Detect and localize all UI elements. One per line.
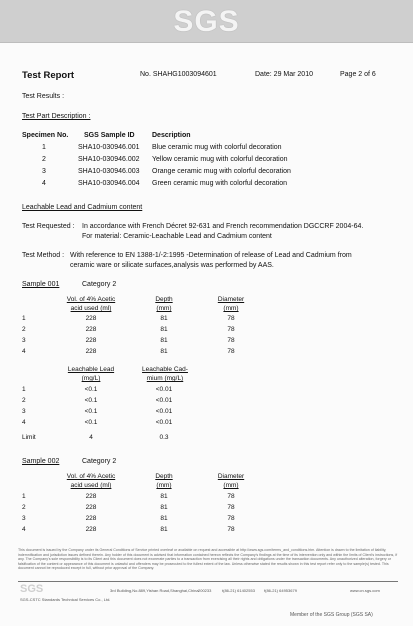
- dims-row-1-depth: 81: [160, 493, 168, 500]
- lead-header-line1: Leachable Lead: [67, 366, 115, 373]
- depth-header-line1: Depth: [155, 296, 173, 303]
- footer-postcode: 200233: [198, 588, 212, 593]
- lead-header-line2: (mg/L): [81, 375, 101, 382]
- sgs-logo: SGS: [173, 5, 240, 38]
- footer-member: Member of the SGS Group (SGS SA): [290, 612, 373, 618]
- sample-id-header: SGS Sample ID: [84, 132, 135, 139]
- leach-row-4-no: 4: [22, 419, 26, 426]
- dims-row-2-depth: 81: [160, 504, 168, 511]
- diameter-header-line2: (mm): [223, 305, 239, 312]
- test-method-label: Test Method :: [22, 252, 65, 259]
- report-date: Date: 29 Mar 2010: [255, 71, 313, 78]
- dims-row-2-no: 2: [22, 504, 26, 511]
- specimen-row-3-no: 3: [42, 168, 46, 175]
- specimen-row-3-id: SHA10-030946.003: [78, 168, 140, 175]
- limit-lead: 4: [89, 434, 93, 441]
- specimen-row-4-desc: Green ceramic mug with colorful decoration: [152, 180, 288, 187]
- leach-row-1-cadmium: <0.01: [155, 386, 173, 393]
- dims-row-4-depth: 81: [160, 526, 168, 533]
- specimen-row-4-id: SHA10-030946.004: [78, 180, 140, 187]
- specimen-row-3-desc: Orange ceramic mug with colorful decoration: [152, 168, 291, 175]
- vol-header-line2: acid used (ml): [70, 482, 112, 489]
- depth-header-line2: (mm): [156, 482, 172, 489]
- leach-row-2-cadmium: <0.01: [155, 397, 173, 404]
- dims-row-2-depth: 81: [160, 326, 168, 333]
- dims-row-2-diameter: 78: [227, 504, 235, 511]
- dims-row-4-diameter: 78: [227, 348, 235, 355]
- dims-row-3-no: 3: [22, 337, 26, 344]
- dims-row-1-no: 1: [22, 315, 26, 322]
- specimen-row-2-desc: Yellow ceramic mug with colorful decoration: [152, 156, 288, 163]
- footer-divider: [18, 581, 398, 582]
- dims-row-1-vol: 228: [85, 315, 97, 322]
- specimen-row-4-no: 4: [42, 180, 46, 187]
- cadmium-header-line2: mium (mg/L): [146, 375, 184, 382]
- report-number: No. SHAHG1003094601: [140, 71, 217, 78]
- test-part-heading: Test Part Description :: [22, 113, 91, 120]
- dims-row-4-no: 4: [22, 526, 26, 533]
- leach-row-1-no: 1: [22, 386, 26, 393]
- diameter-header-line2: (mm): [223, 482, 239, 489]
- leach-row-2-lead: <0.1: [84, 397, 98, 404]
- dims-row-3-vol: 228: [85, 337, 97, 344]
- limit-label: Limit: [22, 434, 36, 441]
- test-requested-label: Test Requested :: [22, 223, 75, 230]
- dims-row-2-diameter: 78: [227, 326, 235, 333]
- specimen-row-2-no: 2: [42, 156, 46, 163]
- sample-001-label: Sample 001: [22, 281, 60, 288]
- footer-sgs-logo: SGS: [20, 583, 44, 595]
- diameter-header-line1: Diameter: [217, 473, 245, 480]
- vol-header-line2: acid used (ml): [70, 305, 112, 312]
- limit-cadmium: 0.3: [159, 434, 169, 441]
- footer-web: www.cn.sgs.com: [350, 588, 380, 593]
- description-header: Description: [152, 132, 191, 139]
- dims-row-3-diameter: 78: [227, 337, 235, 344]
- dims-row-2-vol: 228: [85, 326, 97, 333]
- depth-header-line2: (mm): [156, 305, 172, 312]
- dims-row-3-depth: 81: [160, 337, 168, 344]
- footer-phone: t(86-21) 61402553: [222, 588, 255, 593]
- test-method-line2: ceramic ware or silicate surfaces,analysis was performed by AAS.: [70, 262, 274, 269]
- leach-row-2-no: 2: [22, 397, 26, 404]
- dims-row-3-no: 3: [22, 515, 26, 522]
- leach-row-1-lead: <0.1: [84, 386, 98, 393]
- dims-row-4-vol: 228: [85, 348, 97, 355]
- specimen-row-1-no: 1: [42, 144, 46, 151]
- specimen-row-2-id: SHA10-030946.002: [78, 156, 140, 163]
- vol-header-line1: Vol. of 4% Acetic: [66, 296, 116, 303]
- dims-row-1-depth: 81: [160, 315, 168, 322]
- cadmium-header-line1: Leachable Cad-: [142, 366, 188, 373]
- dims-row-3-diameter: 78: [227, 515, 235, 522]
- leach-row-3-cadmium: <0.01: [155, 408, 173, 415]
- page-number: Page 2 of 6: [340, 71, 376, 78]
- sample-001-category: Category 2: [82, 281, 117, 288]
- dims-row-4-no: 4: [22, 348, 26, 355]
- test-requested-line2: For material: Ceramic-Leachable Lead and Cadmium content: [82, 233, 272, 240]
- section-heading: Leachable Lead and Cadmium content: [22, 204, 143, 211]
- report-title: Test Report: [22, 70, 75, 81]
- test-requested-line1: In accordance with French Décret 92-631 and French recommendation DGCCRF 2004-64.: [82, 223, 364, 230]
- dims-row-1-vol: 228: [85, 493, 97, 500]
- sample-002-category: Category 2: [82, 458, 117, 465]
- diameter-header-line1: Diameter: [217, 296, 245, 303]
- leach-row-4-lead: <0.1: [84, 419, 98, 426]
- dims-row-2-no: 2: [22, 326, 26, 333]
- footer-disclaimer: This document is issued by the Company under its General Conditions of Service printed overleaf or available on request and accessible at http://www.sgs.com/terms_and_conditions.htm. Attention is drawn to the limitation of liability, indemnification and jurisdiction issues defined therein. Any holder of this document is advised that information contained hereon reflects the Company's findings at the time of its intervention only and within the limits of Client's instructions, if any. The Company's sole responsibility is to its Client and this document does not exonerate parties to a transaction from exercising all their rights and obligations under the transaction documents. Any unauthorized alteration, forgery or falsification of the content or appearance of this document is unlawful and offenders may be prosecuted to the fullest extent of the law. Unless otherwise stated the results shown in this test report refer only to the sample(s) tested. This document cannot be reproduced except in full, without prior approval of the Company.: [18, 548, 398, 571]
- dims-row-4-vol: 228: [85, 526, 97, 533]
- dims-row-1-diameter: 78: [227, 493, 235, 500]
- test-method-line1: With reference to EN 1388-1/-2:1995 -Determination of release of Lead and Cadmium from: [70, 252, 352, 259]
- vol-header-line1: Vol. of 4% Acetic: [66, 473, 116, 480]
- dims-row-3-vol: 228: [85, 515, 97, 522]
- footer-address: 3rd Building,No.889,Yishan Road,Shanghai,China: [110, 588, 199, 593]
- leach-row-3-lead: <0.1: [84, 408, 98, 415]
- leach-row-3-no: 3: [22, 408, 26, 415]
- depth-header-line1: Depth: [155, 473, 173, 480]
- dims-row-3-depth: 81: [160, 515, 168, 522]
- test-results-label: Test Results :: [22, 93, 65, 100]
- specimen-no-header: Specimen No.: [22, 132, 69, 139]
- dims-row-1-no: 1: [22, 493, 26, 500]
- footer-fax: f(86-21) 64953679: [264, 588, 297, 593]
- footer-company: SGS-CSTC Standards Technical Services Co., Ltd.: [20, 597, 111, 602]
- specimen-row-1-desc: Blue ceramic mug with colorful decoration: [152, 144, 282, 151]
- dims-row-1-diameter: 78: [227, 315, 235, 322]
- leach-row-4-cadmium: <0.01: [155, 419, 173, 426]
- dims-row-2-vol: 228: [85, 504, 97, 511]
- dims-row-4-depth: 81: [160, 348, 168, 355]
- dims-row-4-diameter: 78: [227, 526, 235, 533]
- sample-002-label: Sample 002: [22, 458, 60, 465]
- specimen-row-1-id: SHA10-030946.001: [78, 144, 140, 151]
